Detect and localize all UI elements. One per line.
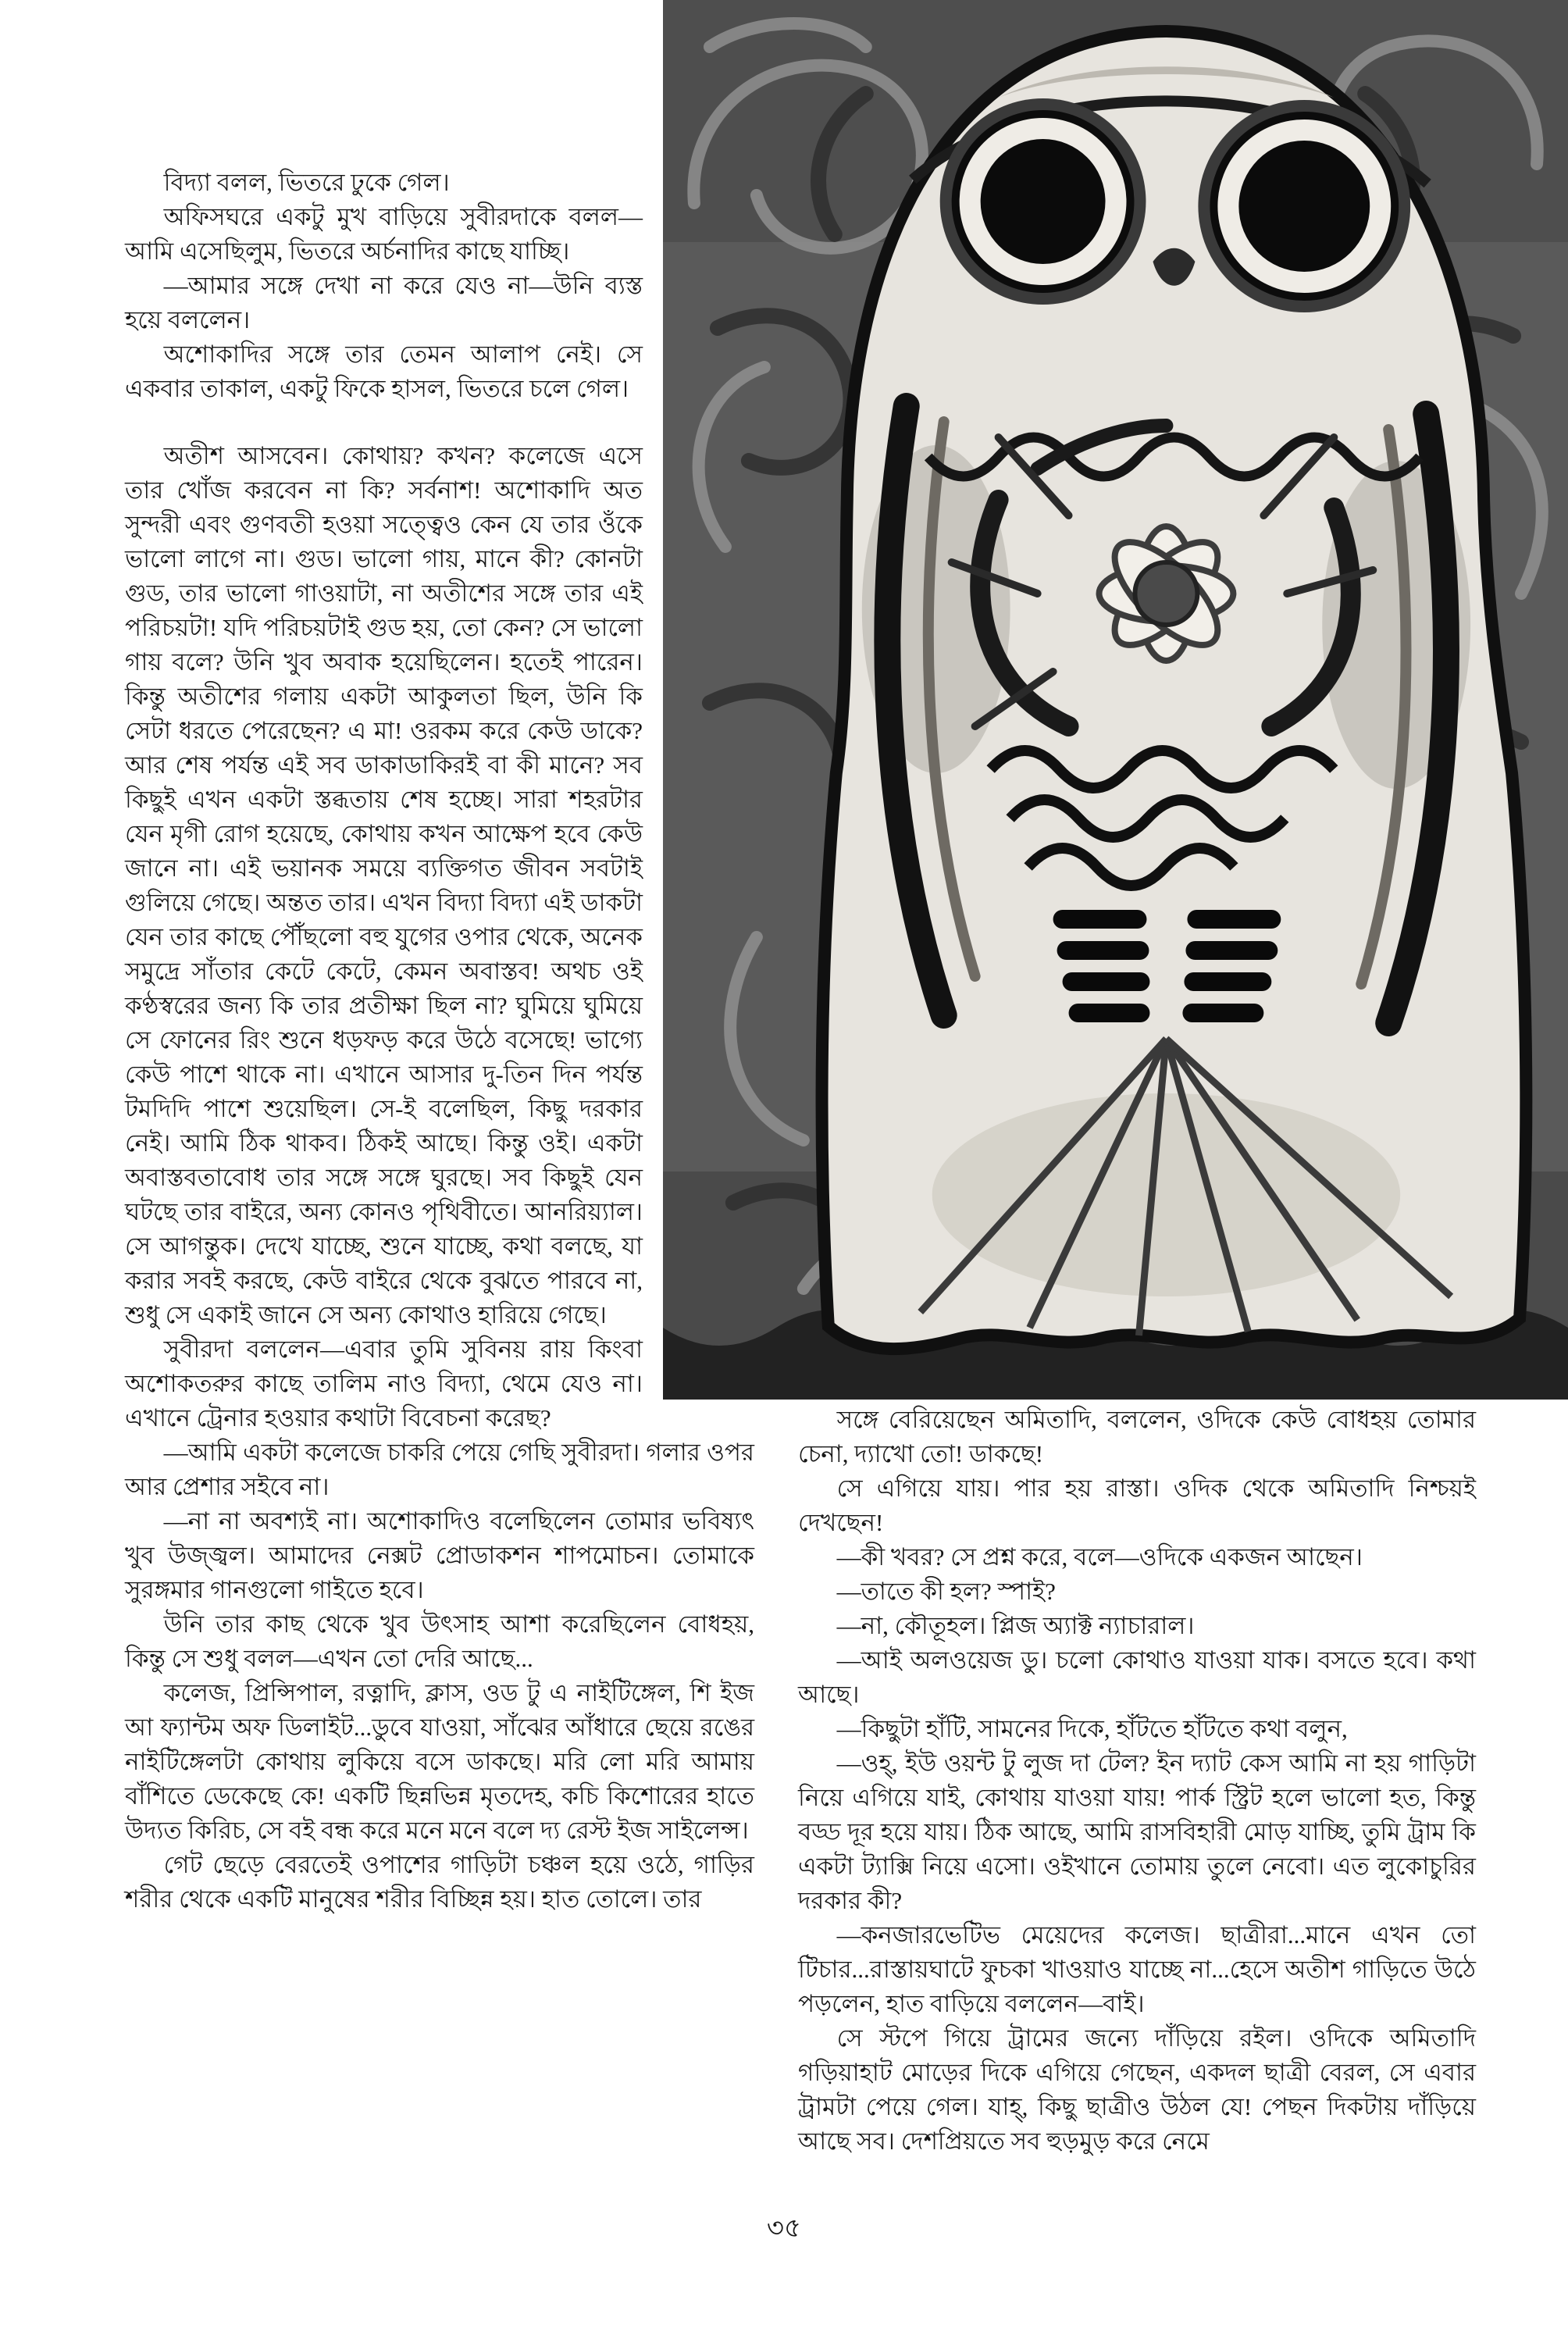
paragraph: —ওহ্‌, ইউ ওয়ন্ট টু লুজ দা টেল? ইন দ্যাট কেস আমি না হয় গাড়িটা নিয়ে এগিয়ে যাই, কোথায় যাওয়া যায়! পার্ক স্ট্রিট হলে ভালো হত, কিন্তু বড্ড দূর হয়ে যায়। ঠিক আছে, আমি রাসবিহারী মোড় যাচ্ছি, তুমি ট্রাম কি একটা ট্যাক্সি নিয়ে এসো। ওইখানে তোমায় তুলে নেবো। এত লুকোচুরির দরকার কী? (798, 1749, 1476, 1914)
paragraph: সে স্টপে গিয়ে ট্রামের জন্যে দাঁড়িয়ে রইল। ওদিকে অমিতাদি গড়িয়াহাট মোড়ের দিকে এগিয়ে গেছেন, একদল ছাত্রী বেরল, সে এবার ট্রামটা পেয়ে গেল। যাহ্‌, কিছু ছাত্রীও উঠল যে! পেছন দিকটায় দাঁড়িয়ে আছে সব। দেশপ্রিয়তে সব হুড়মুড় করে নেমে (798, 2024, 1476, 2155)
paragraph: —আমার সঙ্গে দেখা না করে যেও না—উনি ব্যস্ত হয়ে বললেন। (125, 272, 643, 333)
paragraph: —না না অবশ্যই না। অশোকাদিও বলেছিলেন তোমার ভবিষ্যৎ খুব উজ্জ্বল। আমাদের নেক্সট প্রোডাকশন শাপমোচন। তোমাকে সুরঙ্গমার গানগুলো গাইতে হবে। (125, 1507, 754, 1603)
page-number: ৩৫ (766, 2214, 802, 2243)
paragraph: সে এগিয়ে যায়। পার হয় রাস্তা। ওদিক থেকে অমিতাদি নিশ্চয়ই দেখছেন! (798, 1475, 1476, 1536)
paragraph: অতীশ আসবেন। কোথায়? কখন? কলেজে এসে তার খোঁজ করবেন না কি? সর্বনাশ! অশোকাদি অত সুন্দরী এবং গুণবতী হওয়া সত্ত্বেও কেন যে তার ওঁকে ভালো লাগে না। গুড। ভালো গায়, মানে কী? কোনটা গুড, তার ভালো গাওয়াটা, না অতীশের সঙ্গে তার এই পরিচয়টা! যদি পরিচয়টাই গুড হয়, তো কেন? সে ভালো গায় বলে? উনি খুব অবাক হয়েছিলেন। হতেই পারেন। কিন্তু অতীশের গলায় একটা আকুলতা ছিল, উনি কি সেটা ধরতে পেরেছেন? এ মা! ওরকম করে কেউ ডাকে? আর শেষ পর্যন্ত এই সব ডাকাডাকিরই বা কী মানে? সব কিছুই এখন একটা স্তব্ধতায় শেষ হচ্ছে। সারা শহরটার যেন মৃগী রোগ হয়েছে, কোথায় কখন আক্ষেপ হবে কেউ জানে না। এই ভয়ানক সময়ে ব্যক্তিগত জীবন সবটাই গুলিয়ে গেছে। অন্তত তার। এখন বিদ্যা বিদ্যা এই ডাকটা যেন তার কাছে পৌঁছলো বহু যুগের ওপার থেকে, অনেক সমুদ্রে সাঁতার কেটে কেটে, কেমন অবাস্তব! অথচ ওই কণ্ঠস্বরের জন্য কি তার প্রতীক্ষা ছিল না? ঘুমিয়ে ঘুমিয়ে সে ফোনের রিং শুনে ধড়ফড় করে উঠে বসেছে! ভাগ্যে কেউ পাশে থাকে না। এখানে আসার দু-তিন দিন পর্যন্ত টমদিদি পাশে শুয়েছিল। সে-ই বলেছিল, কিছু দরকার নেই। আমি ঠিক থাকব। ঠিকই আছে। কিন্তু ওই। একটা অবাস্তবতাবোধ তার সঙ্গে সঙ্গে ঘুরছে। সব কিছুই যেন ঘটছে তার বাইরে, অন্য কোনও পৃথিবীতে। আনরিয়্যাল। সে আগন্তুক। দেখে যাচ্ছে, শুনে যাচ্ছে, কথা বলছে, যা করার সবই করছে, কেউ বাইরে থেকে বুঝতে পারবে না, শুধু সে একাই জানে সে অন্য কোথাও হারিয়ে গেছে। (125, 442, 643, 1328)
paragraph: গেট ছেড়ে বেরতেই ওপাশের গাড়িটা চঞ্চল হয়ে ওঠে, গাড়ির শরীর থেকে একটি মানুষের শরীর বিচ্ছিন্ন হয়। হাত তোলে। তার (125, 1851, 754, 1913)
owl-painting (663, 0, 1568, 1400)
paragraph: বিদ্যা বলল, ভিতরে ঢুকে গেল। (163, 169, 450, 196)
right-text-column (798, 1403, 1476, 2159)
paragraph: কলেজ, প্রিন্সিপাল, রত্নাদি, ক্লাস, ওড টু এ নাইটিঙ্গেল, শি ইজ আ ফ্যান্টম অফ ডিলাইট...ডুবে যাওয়া, সাঁঝের আঁধারে ছেয়ে রঙের নাইটিঙ্গেলটা কোথায় লুকিয়ে বসে ডাকছে। মরি লো মরি আমায় বাঁশিতে ডেকেছে কে! একটি ছিন্নভিন্ন মৃতদেহ, কচি কিশোরের হাতে উদ্যত কিরিচ, সে বই বন্ধ করে মনে মনে বলে দ্য রেস্ট ইজ সাইলেন্স। (125, 1679, 754, 1844)
paragraph: —না, কৌতূহল। প্লিজ অ্যাক্ট ন্যাচারাল। (836, 1612, 1195, 1639)
paragraph: —তাতে কী হল? স্পাই? (836, 1578, 1056, 1605)
paragraph: সুবীরদা বললেন—এবার তুমি সুবিনয় রায় কিংবা অশোকতরুর কাছে তালিম নাও বিদ্যা, থেমে যেও না। এখানে ট্রেনার হওয়ার কথাটা বিবেচনা করেছ? (125, 1335, 643, 1432)
paragraph: —আই অলওয়েজ ডু। চলো কোথাও যাওয়া যাক। বসতে হবে। কথা আছে। (798, 1646, 1476, 1708)
owl-painting-svg (663, 0, 1568, 1400)
artwork-spacer (643, 166, 754, 1407)
paragraph: অশোকাদির সঙ্গে তার তেমন আলাপ নেই। সে একবার তাকাল, একটু ফিকে হাসল, ভিতরে চলে গেল। (125, 341, 643, 402)
paragraph: —কী খবর? সে প্রশ্ন করে, বলে—ওদিকে একজন আছেন। (836, 1543, 1363, 1571)
paragraph: উনি তার কাছ থেকে খুব উৎসাহ আশা করেছিলেন বোধহয়, কিন্তু সে শুধু বলল—এখন তো দেরি আছে... (125, 1610, 754, 1672)
paragraph: সঙ্গে বেরিয়েছেন অমিতাদি, বললেন, ওদিকে কেউ বোধহয় তোমার চেনা, দ্যাখো তো! ডাকছে! (798, 1406, 1476, 1467)
paragraph: —কিছুটা হাঁটি, সামনের দিকে, হাঁটতে হাঁটতে কথা বলুন, (836, 1715, 1348, 1742)
paragraph: অফিসঘরে একটু মুখ বাড়িয়ে সুবীরদাকে বলল—আমি এসেছিলুম, ভিতরে অর্চনাদির কাছে যাচ্ছি। (125, 203, 643, 265)
paragraph: —কনজারভেটিভ মেয়েদের কলেজ। ছাত্রীরা...মানে এখন তো টিচার...রাস্তায়ঘাটে ফুচকা খাওয়াও যাচ্ছে না...হেসে অতীশ গাড়িতে উঠে পড়লেন, হাত বাড়িয়ে বললেন—বাই। (798, 1921, 1476, 2017)
paragraph: —আমি একটা কলেজে চাকরি পেয়ে গেছি সুবীরদা। গলার ওপর আর প্রেশার সইবে না। (125, 1439, 754, 1500)
left-text-column (125, 166, 754, 1917)
